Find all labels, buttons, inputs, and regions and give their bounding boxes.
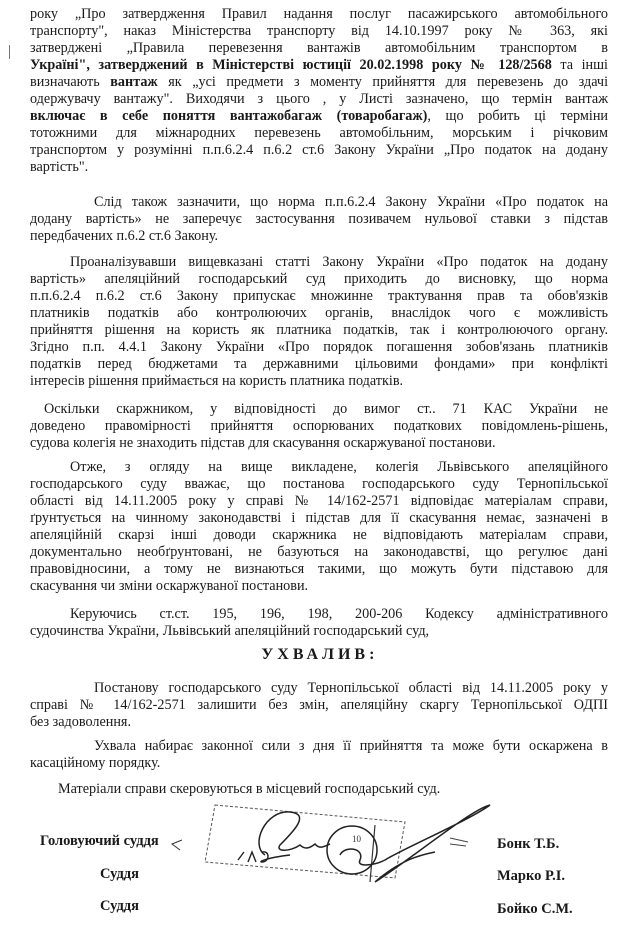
signature-arrow [450,838,468,846]
body-line: транспорту", наказ Міністерства транспорту від 14.10.1997 року № 363, які [30,23,608,39]
body-line: включає в себе поняття вантажобагаж (товаробагаж), що робить ці терміни [30,108,609,124]
body-line: вартість» апеляційний господарський суд приходить до висновку, що норма [30,271,608,287]
body-line: Згідно п.п. 4.4.1 Закону України «Про порядок погашення зобов'язань платників [30,339,608,355]
signature-role-judge-2: Суддя [100,898,139,914]
body-line: апеляційній скарзі інші доводи скаржника не відповідають матеріалам справи, [30,527,608,543]
body-line: Україні", затверджений в Міністерстві юстиції 20.02.1998 року № 128/2568 та інші [30,57,608,73]
body-line: одержувачу вантажу". Виходячи з цього , у Листі зазначено, що термін вантаж [30,91,608,107]
body-line: платників податків або контролюючих органів, внаслідок чого є можливість [30,305,608,321]
signature-role-judge-1: Суддя [100,866,139,882]
signature-and-stamp [170,800,500,900]
body-line: документально необґрунтовані, не базуються на законодавстві, що регулює дані [30,544,608,560]
ruling-line: без задоволення. [30,714,132,730]
body-line: Отже, з огляду на вище викладене, колегія Львівського апеляційного [70,459,608,475]
stamp-number: 10 [352,834,361,844]
body-line: доведено правомірності прийняття оспорюваних податкових повідомлень-рішень, [30,418,608,434]
signature-name-presiding: Бонк Т.Б. [497,836,560,852]
body-line: Проаналізувавши вищевказані статті Закону України «Про податок на додану [70,254,608,270]
ruling-line: справі № 14/162-2571 залишити без змін, апеляційну скаргу Тернопільської ОДПІ [30,697,608,713]
body-line: Слід також зазначити, що норма п.п.6.2.4 Закону України «Про податок на [94,194,608,210]
body-line: господарського суду вважає, що постанова господарського суду Тернопільської [30,476,608,492]
body-line: податків перед бюджетами та державними цільовими фондами» при конфлікті [30,356,608,372]
body-line: Керуючись ст.ст. 195, 196, 198, 200-206 Кодексу адміністративного [70,606,608,622]
body-line: правовідносини, а тому не визнаються такими, що можуть бути підставою для [30,561,608,577]
bold-text: Україні", затверджений в Міністерстві юстиції 20.02.1998 року № 128/2568 [30,57,552,73]
body-line: судочинства України, Львівський апеляційний господарський суд, [30,623,430,639]
signature-name-judge-2: Бойко С.М. [497,901,573,917]
body-line: передбачених п.6.2 ст.6 Закону. [30,228,219,244]
body-line: транспортом у розумінні п.п.6.2.4 п.6.2 ст.6 Закону України „Про податок на додану [30,142,608,158]
margin-mark [9,45,10,59]
ruling-line: Матеріали справи скеровуються в місцевий господарський суд. [58,781,441,797]
body-line: ґрунтується на чинному законодавстві і підстав для її скасування немає, зазначені в [30,510,608,526]
presiding-signature [259,812,330,855]
body-line: тотожними для міжнародних перевезень автомобільним, морським і річковим [30,125,608,141]
body-line: року „Про затвердження Правил надання послуг пасажирського автомобільного [30,6,608,22]
body-line: області від 14.11.2005 року у справі № 14/162-2571 відповідає матеріалам справи, [30,493,608,509]
body-line: інтересів рішення приймається на користь платника податків. [30,373,404,389]
bold-text: включає в себе поняття вантажобагаж (товаробагаж) [30,108,428,124]
ruling-line: Ухвала набирає законної сили з дня її прийняття та може бути оскаржена в [94,738,608,754]
signature-tick [172,840,182,850]
body-line: п.п.6.2.4 п.6.2 ст.6 Закону припускає множинне трактування прав та обов'язків [30,288,608,304]
ruling-line: касаційному порядку. [30,755,161,771]
body-line: затверджені „Правила перевезення вантажів автомобільним транспортом в [30,40,608,56]
body-line: скасування чи зміни оскаржуваної постанови. [30,578,309,594]
signature-role-presiding: Головуючий суддя [40,833,159,849]
body-line: прийняття рішення на користь як платника податків, так і контролюючого органу. [30,322,608,338]
ruling-line: Постанову господарського суду Тернопільської області від 14.11.2005 року у [94,680,608,696]
body-line: вартість". [30,159,89,175]
body-line: Оскільки скаржником, у відповідності до вимог ст.. 71 КАС України не [44,401,608,417]
bold-text: вантаж [110,74,158,90]
body-line: визначають вантаж як „усі предмети з моменту прийняття для перевезень до здачі [30,74,609,90]
ruling-title: УХВАЛИВ: [261,646,379,663]
body-line: додану вартість» не заперечує застосування позивачем нульової ставки з підстав [30,211,608,227]
handwritten-date: 17.0 [236,862,238,863]
signature-name-judge-1: Марко Р.І. [497,868,565,884]
body-line: судова колегія не знаходить підстав для скасування оскаржуваної постанови. [30,435,496,451]
second-signature [340,805,490,882]
